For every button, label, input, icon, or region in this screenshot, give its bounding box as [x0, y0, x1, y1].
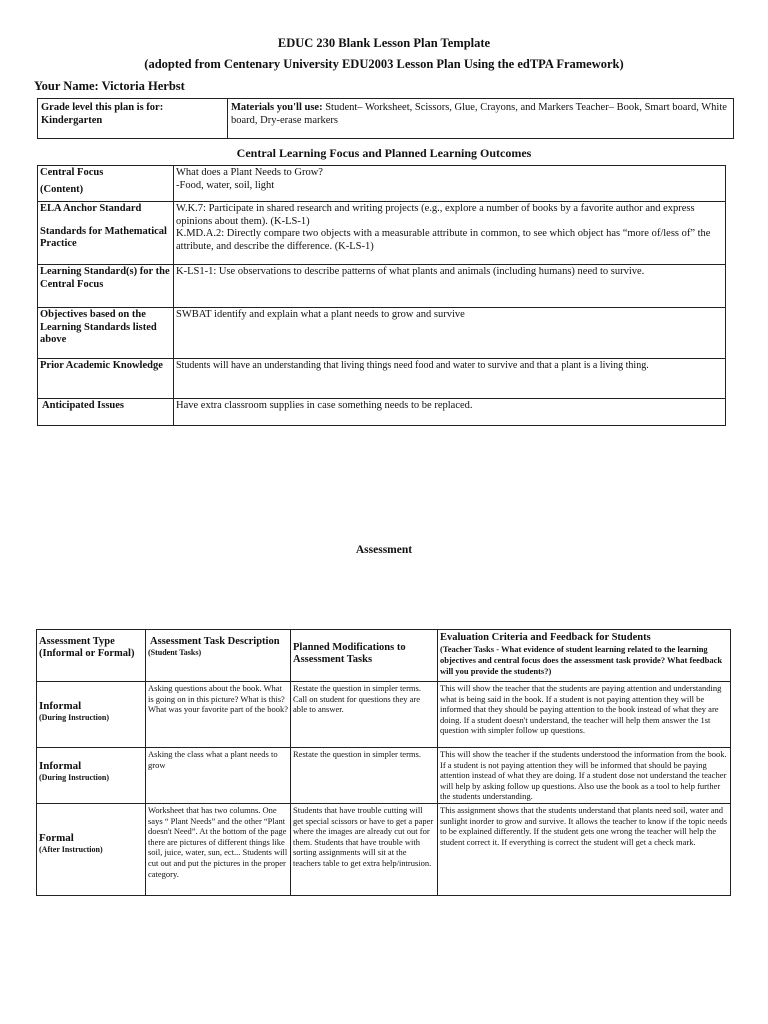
- document-subtitle: (adopted from Centenary University EDU2003 Lesson Plan Using the edTPA Framework): [144, 57, 624, 71]
- col-header-eval: Evaluation Criteria and Feedback for Students (Teacher Tasks - What evidence of student learning related to the learning objectives and central focus does the assessment task provide? What feedback will you provide the students?): [438, 630, 731, 682]
- row-label: Central Focus (Content): [38, 166, 174, 202]
- table-row: [38, 399, 726, 426]
- materials-label: Materials you'll use:: [231, 102, 323, 113]
- task-cell: Asking the class what a plant needs to grow: [146, 748, 291, 804]
- table-row: [38, 166, 726, 202]
- row-label: Anticipated Issues: [38, 399, 174, 426]
- row-label: Objectives based on the Learning Standards listed above: [38, 308, 174, 359]
- mods-cell: Restate the question in simpler terms. Call on student for questions they are able to answer.: [291, 682, 438, 748]
- central-table: [37, 165, 726, 426]
- info-table: [37, 98, 734, 139]
- grade-cell: [38, 99, 228, 139]
- name-label: Your Name:: [34, 79, 99, 93]
- task-cell: Worksheet that has two columns. One says “ Plant Needs” and the other “Plant doesn't Need”. At the bottom of the page there are pictures of different things like soil, juice, water, sun, ect... Students will cut out and put the pictures in the proper category.: [146, 804, 291, 896]
- eval-cell: This assignment shows that the students understand that plants need soil, water and sunlight inorder to grow and survive. It allows the teacher to know if the topic needs to be explained differently. If the student gets one wrong the teacher will help the student correct it. If everything is correct the student will get a check mark.: [438, 804, 731, 896]
- objectives-value: SWBAT identify and explain what a plant needs to grow and survive: [174, 308, 726, 359]
- assessment-type-cell: Formal (After Instruction): [37, 804, 146, 896]
- eval-cell: This will show the teacher if the students understood the information from the book. If a student is not paying attention they will be informed that should be paying attention instead of what they are doing. If a student dose not understand the teacher will help by asking follow up questions. Also use the book as a tool to help further the students understanding.: [438, 748, 731, 804]
- central-focus-value: What does a Plant Needs to Grow? -Food, water, soil, light: [174, 166, 726, 202]
- name-value: Victoria Herbst: [101, 79, 185, 93]
- assessment-type-cell: Informal (During Instruction): [37, 682, 146, 748]
- document-title: EDUC 230 Blank Lesson Plan Template: [277, 36, 491, 50]
- row-label: Learning Standard(s) for the Central Focus: [38, 265, 174, 308]
- table-row: [38, 308, 726, 359]
- anticipated-issues-value: Have extra classroom supplies in case something needs to be replaced.: [174, 399, 726, 426]
- grade-label: Grade level this plan is for:: [41, 102, 164, 113]
- table-row: [38, 202, 726, 265]
- central-section-title: Central Learning Focus and Planned Learning Outcomes: [236, 146, 532, 160]
- col-header-mods: Planned Modifications to Assessment Tasks: [291, 630, 438, 682]
- assessment-section-title: Assessment: [355, 544, 413, 556]
- mods-cell: Students that have trouble cutting will get special scissors or have to get a paper where the images are already cut out for them. Students that have trouble with sorting assignments will sit at the teachers table to get extra help/intrusion.: [291, 804, 438, 896]
- standards-value: W.K.7: Participate in shared research and writing projects (e.g., explore a number of books by a favorite author and express opinions about them). (K-LS-1) K.MD.A.2: Directly compare two objects with a measurable attribute in common, to see which object has “more of/less of” the attribute, and describe the difference. (K-LS-1): [174, 202, 726, 265]
- eval-cell: This will show the teacher that the students are paying attention and understanding what is being said in the book. If a student is not paying attention they will be informed that they should be paying attention to the book instead of what they are doing. If a student doesn't understand, the teacher will help them answer the 1st question with simpler follow up questions.: [438, 682, 731, 748]
- assessment-table: [36, 629, 731, 896]
- table-row: [37, 748, 731, 804]
- row-label: ELA Anchor Standard Standards for Mathematical Practice: [38, 202, 174, 265]
- table-row: [38, 359, 726, 399]
- table-row: [37, 804, 731, 896]
- col-header-task: Assessment Task Description (Student Tasks): [146, 630, 291, 682]
- table-header-row: [37, 630, 731, 682]
- table-row: [37, 682, 731, 748]
- col-header-type: Assessment Type (Informal or Formal): [37, 630, 146, 682]
- row-label: Prior Academic Knowledge: [38, 359, 174, 399]
- materials-value: Student– Worksheet, Scissors, Glue, Crayons, and Markers Teacher– Book, Smart board, White board, Dry-erase markers: [231, 102, 727, 126]
- assessment-type-cell: Informal (During Instruction): [37, 748, 146, 804]
- table-row: [38, 265, 726, 308]
- name-line: [34, 79, 185, 94]
- materials-cell: [228, 99, 734, 139]
- grade-value: Kindergarten: [41, 115, 103, 126]
- task-cell: Asking questions about the book. What is going on in this picture? What is this? What was your favorite part of the book?: [146, 682, 291, 748]
- mods-cell: Restate the question in simpler terms.: [291, 748, 438, 804]
- prior-knowledge-value: Students will have an understanding that living things need food and water to survive and that a plant is a living thing.: [174, 359, 726, 399]
- learning-standard-value: K-LS1-1: Use observations to describe patterns of what plants and animals (including humans) need to survive.: [174, 265, 726, 308]
